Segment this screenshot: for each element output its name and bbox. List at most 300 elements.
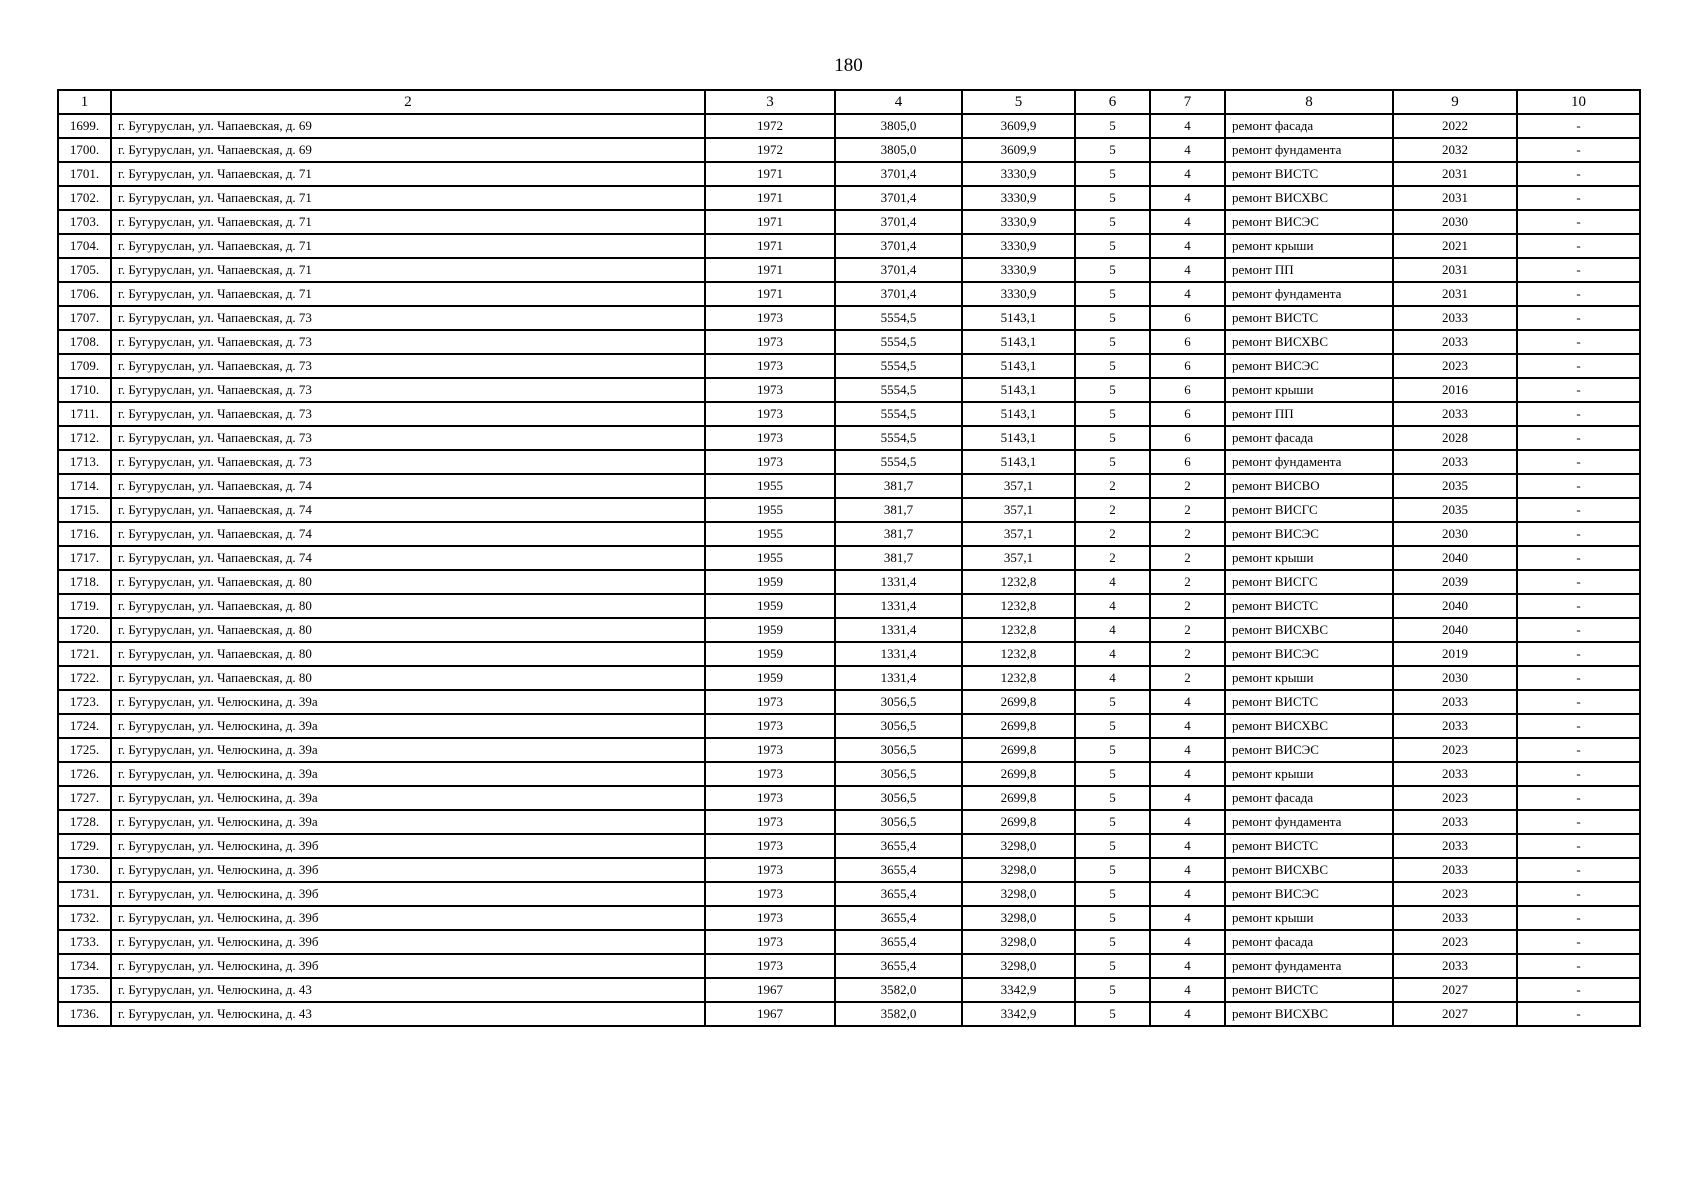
table-row (58, 642, 1640, 666)
cell-total-area: 1331,4 (835, 594, 962, 618)
cell-floors: 5 (1075, 930, 1150, 954)
cell-address: г. Бугуруслан, ул. Чапаевская, д. 73 (111, 330, 705, 354)
cell-living-area: 2699,8 (962, 762, 1075, 786)
cell-planned-year: 2040 (1393, 546, 1517, 570)
cell-entrances: 4 (1150, 978, 1225, 1002)
cell-work-type: ремонт ВИСХВС (1225, 186, 1393, 210)
cell-planned-year: 2023 (1393, 930, 1517, 954)
cell-address: г. Бугуруслан, ул. Челюскина, д. 39а (111, 690, 705, 714)
cell-row-number: 1720. (58, 618, 111, 642)
cell-total-area: 5554,5 (835, 330, 962, 354)
cell-note: - (1517, 258, 1640, 282)
table-row (58, 930, 1640, 954)
cell-address: г. Бугуруслан, ул. Чапаевская, д. 73 (111, 378, 705, 402)
cell-year-built: 1973 (705, 762, 835, 786)
table-row (58, 330, 1640, 354)
cell-work-type: ремонт крыши (1225, 234, 1393, 258)
cell-year-built: 1955 (705, 546, 835, 570)
cell-work-type: ремонт ВИСХВС (1225, 330, 1393, 354)
cell-planned-year: 2022 (1393, 114, 1517, 138)
table-row (58, 570, 1640, 594)
cell-year-built: 1973 (705, 690, 835, 714)
cell-year-built: 1967 (705, 1002, 835, 1026)
cell-year-built: 1972 (705, 114, 835, 138)
cell-address: г. Бугуруслан, ул. Челюскина, д. 43 (111, 1002, 705, 1026)
cell-row-number: 1721. (58, 642, 111, 666)
cell-work-type: ремонт ВИСГС (1225, 498, 1393, 522)
header-row (58, 90, 1640, 114)
cell-total-area: 3701,4 (835, 258, 962, 282)
table-row (58, 378, 1640, 402)
cell-entrances: 4 (1150, 858, 1225, 882)
cell-work-type: ремонт ВИСТС (1225, 690, 1393, 714)
cell-planned-year: 2040 (1393, 618, 1517, 642)
cell-floors: 5 (1075, 330, 1150, 354)
cell-year-built: 1971 (705, 210, 835, 234)
cell-note: - (1517, 570, 1640, 594)
cell-note: - (1517, 834, 1640, 858)
cell-address: г. Бугуруслан, ул. Чапаевская, д. 71 (111, 258, 705, 282)
cell-living-area: 1232,8 (962, 642, 1075, 666)
cell-address: г. Бугуруслан, ул. Челюскина, д. 39б (111, 954, 705, 978)
cell-entrances: 2 (1150, 666, 1225, 690)
cell-total-area: 5554,5 (835, 306, 962, 330)
cell-planned-year: 2027 (1393, 1002, 1517, 1026)
cell-living-area: 2699,8 (962, 738, 1075, 762)
cell-entrances: 4 (1150, 186, 1225, 210)
cell-total-area: 3805,0 (835, 138, 962, 162)
table-row (58, 546, 1640, 570)
cell-address: г. Бугуруслан, ул. Чапаевская, д. 71 (111, 186, 705, 210)
cell-row-number: 1732. (58, 906, 111, 930)
cell-address: г. Бугуруслан, ул. Чапаевская, д. 71 (111, 282, 705, 306)
cell-entrances: 4 (1150, 1002, 1225, 1026)
cell-year-built: 1959 (705, 666, 835, 690)
cell-total-area: 381,7 (835, 498, 962, 522)
cell-floors: 5 (1075, 882, 1150, 906)
cell-year-built: 1973 (705, 450, 835, 474)
table-row (58, 186, 1640, 210)
table-row (58, 618, 1640, 642)
cell-note: - (1517, 810, 1640, 834)
cell-total-area: 5554,5 (835, 378, 962, 402)
cell-row-number: 1700. (58, 138, 111, 162)
cell-entrances: 4 (1150, 234, 1225, 258)
cell-planned-year: 2031 (1393, 162, 1517, 186)
cell-planned-year: 2040 (1393, 594, 1517, 618)
cell-entrances: 2 (1150, 522, 1225, 546)
cell-floors: 5 (1075, 690, 1150, 714)
cell-total-area: 3056,5 (835, 714, 962, 738)
table-row (58, 354, 1640, 378)
cell-floors: 4 (1075, 618, 1150, 642)
cell-work-type: ремонт фундамента (1225, 954, 1393, 978)
cell-living-area: 2699,8 (962, 690, 1075, 714)
table-row (58, 522, 1640, 546)
cell-note: - (1517, 186, 1640, 210)
cell-work-type: ремонт фасада (1225, 930, 1393, 954)
cell-address: г. Бугуруслан, ул. Челюскина, д. 39б (111, 906, 705, 930)
cell-note: - (1517, 930, 1640, 954)
cell-floors: 5 (1075, 978, 1150, 1002)
cell-entrances: 2 (1150, 594, 1225, 618)
cell-entrances: 4 (1150, 906, 1225, 930)
cell-floors: 5 (1075, 282, 1150, 306)
cell-year-built: 1971 (705, 258, 835, 282)
cell-total-area: 3805,0 (835, 114, 962, 138)
cell-total-area: 5554,5 (835, 402, 962, 426)
cell-address: г. Бугуруслан, ул. Челюскина, д. 39б (111, 882, 705, 906)
cell-row-number: 1723. (58, 690, 111, 714)
cell-entrances: 2 (1150, 474, 1225, 498)
cell-work-type: ремонт ВИСЭС (1225, 738, 1393, 762)
cell-entrances: 6 (1150, 354, 1225, 378)
cell-note: - (1517, 522, 1640, 546)
cell-planned-year: 2031 (1393, 258, 1517, 282)
cell-work-type: ремонт крыши (1225, 378, 1393, 402)
table-body (58, 114, 1640, 1026)
cell-row-number: 1734. (58, 954, 111, 978)
cell-work-type: ремонт ВИСТС (1225, 162, 1393, 186)
cell-row-number: 1731. (58, 882, 111, 906)
cell-total-area: 5554,5 (835, 426, 962, 450)
cell-planned-year: 2033 (1393, 810, 1517, 834)
cell-total-area: 3701,4 (835, 162, 962, 186)
cell-floors: 5 (1075, 186, 1150, 210)
cell-entrances: 2 (1150, 546, 1225, 570)
cell-year-built: 1973 (705, 930, 835, 954)
cell-row-number: 1733. (58, 930, 111, 954)
cell-living-area: 357,1 (962, 522, 1075, 546)
cell-work-type: ремонт ПП (1225, 258, 1393, 282)
cell-total-area: 3582,0 (835, 978, 962, 1002)
cell-row-number: 1713. (58, 450, 111, 474)
column-header-1: 1 (58, 90, 111, 114)
cell-total-area: 5554,5 (835, 450, 962, 474)
cell-total-area: 3655,4 (835, 906, 962, 930)
cell-work-type: ремонт крыши (1225, 762, 1393, 786)
cell-row-number: 1699. (58, 114, 111, 138)
cell-row-number: 1701. (58, 162, 111, 186)
cell-work-type: ремонт фундамента (1225, 138, 1393, 162)
cell-year-built: 1973 (705, 378, 835, 402)
cell-floors: 4 (1075, 594, 1150, 618)
cell-entrances: 2 (1150, 498, 1225, 522)
cell-note: - (1517, 138, 1640, 162)
cell-year-built: 1959 (705, 594, 835, 618)
cell-entrances: 4 (1150, 714, 1225, 738)
cell-total-area: 3056,5 (835, 738, 962, 762)
cell-floors: 5 (1075, 210, 1150, 234)
cell-year-built: 1973 (705, 426, 835, 450)
column-header-2: 2 (111, 90, 705, 114)
cell-row-number: 1711. (58, 402, 111, 426)
cell-total-area: 5554,5 (835, 354, 962, 378)
cell-note: - (1517, 690, 1640, 714)
cell-floors: 5 (1075, 234, 1150, 258)
cell-planned-year: 2033 (1393, 402, 1517, 426)
cell-living-area: 1232,8 (962, 666, 1075, 690)
cell-entrances: 4 (1150, 930, 1225, 954)
cell-planned-year: 2031 (1393, 282, 1517, 306)
cell-entrances: 2 (1150, 618, 1225, 642)
cell-living-area: 1232,8 (962, 618, 1075, 642)
cell-planned-year: 2030 (1393, 666, 1517, 690)
table-row (58, 402, 1640, 426)
repair-schedule-table (57, 89, 1641, 1027)
cell-living-area: 1232,8 (962, 570, 1075, 594)
cell-note: - (1517, 546, 1640, 570)
cell-living-area: 3342,9 (962, 1002, 1075, 1026)
table-row (58, 1002, 1640, 1026)
cell-planned-year: 2033 (1393, 450, 1517, 474)
cell-total-area: 3701,4 (835, 282, 962, 306)
cell-row-number: 1707. (58, 306, 111, 330)
cell-living-area: 357,1 (962, 498, 1075, 522)
cell-address: г. Бугуруслан, ул. Чапаевская, д. 71 (111, 162, 705, 186)
cell-row-number: 1735. (58, 978, 111, 1002)
cell-work-type: ремонт ВИСЭС (1225, 882, 1393, 906)
cell-living-area: 3330,9 (962, 186, 1075, 210)
column-header-6: 6 (1075, 90, 1150, 114)
cell-floors: 5 (1075, 354, 1150, 378)
cell-note: - (1517, 858, 1640, 882)
cell-row-number: 1722. (58, 666, 111, 690)
table-row (58, 138, 1640, 162)
cell-address: г. Бугуруслан, ул. Чапаевская, д. 74 (111, 474, 705, 498)
cell-entrances: 6 (1150, 450, 1225, 474)
cell-floors: 5 (1075, 786, 1150, 810)
table-row (58, 810, 1640, 834)
table-row (58, 738, 1640, 762)
cell-entrances: 4 (1150, 258, 1225, 282)
cell-total-area: 381,7 (835, 474, 962, 498)
cell-floors: 4 (1075, 642, 1150, 666)
cell-floors: 5 (1075, 306, 1150, 330)
table-row (58, 858, 1640, 882)
cell-living-area: 357,1 (962, 546, 1075, 570)
cell-note: - (1517, 666, 1640, 690)
cell-work-type: ремонт ВИСХВС (1225, 1002, 1393, 1026)
cell-entrances: 4 (1150, 882, 1225, 906)
cell-address: г. Бугуруслан, ул. Чапаевская, д. 69 (111, 114, 705, 138)
cell-living-area: 3298,0 (962, 930, 1075, 954)
cell-entrances: 4 (1150, 210, 1225, 234)
table-row (58, 162, 1640, 186)
cell-note: - (1517, 330, 1640, 354)
cell-living-area: 3330,9 (962, 282, 1075, 306)
cell-year-built: 1972 (705, 138, 835, 162)
cell-living-area: 3330,9 (962, 234, 1075, 258)
cell-planned-year: 2033 (1393, 954, 1517, 978)
cell-living-area: 5143,1 (962, 450, 1075, 474)
cell-year-built: 1973 (705, 714, 835, 738)
cell-living-area: 3298,0 (962, 882, 1075, 906)
cell-living-area: 357,1 (962, 474, 1075, 498)
cell-entrances: 4 (1150, 138, 1225, 162)
cell-entrances: 4 (1150, 786, 1225, 810)
table-row (58, 714, 1640, 738)
cell-row-number: 1714. (58, 474, 111, 498)
cell-year-built: 1955 (705, 498, 835, 522)
cell-year-built: 1959 (705, 642, 835, 666)
cell-floors: 5 (1075, 954, 1150, 978)
cell-work-type: ремонт крыши (1225, 666, 1393, 690)
table-row (58, 258, 1640, 282)
cell-row-number: 1708. (58, 330, 111, 354)
cell-row-number: 1706. (58, 282, 111, 306)
cell-floors: 5 (1075, 834, 1150, 858)
cell-work-type: ремонт фасада (1225, 786, 1393, 810)
cell-work-type: ремонт ВИСГС (1225, 570, 1393, 594)
cell-planned-year: 2019 (1393, 642, 1517, 666)
cell-total-area: 3701,4 (835, 234, 962, 258)
cell-note: - (1517, 738, 1640, 762)
cell-work-type: ремонт фундамента (1225, 810, 1393, 834)
column-header-4: 4 (835, 90, 962, 114)
cell-total-area: 3655,4 (835, 858, 962, 882)
cell-address: г. Бугуруслан, ул. Челюскина, д. 39а (111, 762, 705, 786)
cell-total-area: 3655,4 (835, 834, 962, 858)
table-row (58, 906, 1640, 930)
cell-living-area: 3342,9 (962, 978, 1075, 1002)
cell-note: - (1517, 402, 1640, 426)
cell-entrances: 4 (1150, 738, 1225, 762)
cell-year-built: 1959 (705, 618, 835, 642)
cell-living-area: 2699,8 (962, 714, 1075, 738)
cell-entrances: 6 (1150, 378, 1225, 402)
cell-floors: 4 (1075, 570, 1150, 594)
cell-total-area: 3582,0 (835, 1002, 962, 1026)
cell-note: - (1517, 954, 1640, 978)
cell-address: г. Бугуруслан, ул. Чапаевская, д. 73 (111, 450, 705, 474)
cell-address: г. Бугуруслан, ул. Чапаевская, д. 80 (111, 642, 705, 666)
cell-floors: 5 (1075, 426, 1150, 450)
cell-address: г. Бугуруслан, ул. Чапаевская, д. 73 (111, 306, 705, 330)
cell-work-type: ремонт крыши (1225, 906, 1393, 930)
cell-living-area: 3298,0 (962, 858, 1075, 882)
table-row (58, 306, 1640, 330)
table-row (58, 954, 1640, 978)
cell-year-built: 1971 (705, 282, 835, 306)
cell-year-built: 1973 (705, 402, 835, 426)
cell-planned-year: 2035 (1393, 498, 1517, 522)
cell-year-built: 1955 (705, 474, 835, 498)
cell-entrances: 4 (1150, 162, 1225, 186)
cell-year-built: 1973 (705, 738, 835, 762)
cell-floors: 4 (1075, 666, 1150, 690)
cell-planned-year: 2021 (1393, 234, 1517, 258)
cell-year-built: 1973 (705, 810, 835, 834)
cell-work-type: ремонт ВИСТС (1225, 834, 1393, 858)
cell-planned-year: 2016 (1393, 378, 1517, 402)
cell-entrances: 4 (1150, 762, 1225, 786)
cell-living-area: 5143,1 (962, 330, 1075, 354)
cell-address: г. Бугуруслан, ул. Чапаевская, д. 74 (111, 522, 705, 546)
cell-row-number: 1727. (58, 786, 111, 810)
column-header-7: 7 (1150, 90, 1225, 114)
cell-floors: 5 (1075, 1002, 1150, 1026)
cell-living-area: 3609,9 (962, 138, 1075, 162)
cell-year-built: 1971 (705, 162, 835, 186)
cell-address: г. Бугуруслан, ул. Челюскина, д. 39б (111, 930, 705, 954)
cell-floors: 5 (1075, 738, 1150, 762)
cell-living-area: 3298,0 (962, 834, 1075, 858)
table-row (58, 978, 1640, 1002)
cell-note: - (1517, 234, 1640, 258)
cell-row-number: 1710. (58, 378, 111, 402)
cell-planned-year: 2030 (1393, 522, 1517, 546)
cell-note: - (1517, 162, 1640, 186)
cell-address: г. Бугуруслан, ул. Чапаевская, д. 80 (111, 594, 705, 618)
cell-address: г. Бугуруслан, ул. Челюскина, д. 39а (111, 714, 705, 738)
table-row (58, 282, 1640, 306)
cell-address: г. Бугуруслан, ул. Чапаевская, д. 73 (111, 354, 705, 378)
cell-address: г. Бугуруслан, ул. Челюскина, д. 39б (111, 858, 705, 882)
cell-year-built: 1973 (705, 834, 835, 858)
table-row (58, 594, 1640, 618)
cell-year-built: 1967 (705, 978, 835, 1002)
cell-row-number: 1712. (58, 426, 111, 450)
cell-planned-year: 2035 (1393, 474, 1517, 498)
cell-row-number: 1725. (58, 738, 111, 762)
cell-planned-year: 2033 (1393, 714, 1517, 738)
cell-planned-year: 2033 (1393, 690, 1517, 714)
cell-entrances: 6 (1150, 306, 1225, 330)
cell-note: - (1517, 306, 1640, 330)
cell-floors: 5 (1075, 810, 1150, 834)
cell-address: г. Бугуруслан, ул. Чапаевская, д. 74 (111, 498, 705, 522)
cell-planned-year: 2039 (1393, 570, 1517, 594)
cell-address: г. Бугуруслан, ул. Чапаевская, д. 71 (111, 234, 705, 258)
table-row (58, 834, 1640, 858)
cell-planned-year: 2028 (1393, 426, 1517, 450)
cell-total-area: 3056,5 (835, 786, 962, 810)
cell-floors: 5 (1075, 378, 1150, 402)
cell-living-area: 5143,1 (962, 378, 1075, 402)
cell-row-number: 1715. (58, 498, 111, 522)
cell-address: г. Бугуруслан, ул. Чапаевская, д. 80 (111, 618, 705, 642)
cell-row-number: 1726. (58, 762, 111, 786)
column-header-10: 10 (1517, 90, 1640, 114)
cell-planned-year: 2030 (1393, 210, 1517, 234)
column-header-8: 8 (1225, 90, 1393, 114)
cell-year-built: 1973 (705, 882, 835, 906)
cell-work-type: ремонт фасада (1225, 426, 1393, 450)
cell-note: - (1517, 378, 1640, 402)
cell-total-area: 381,7 (835, 522, 962, 546)
cell-note: - (1517, 498, 1640, 522)
cell-floors: 5 (1075, 162, 1150, 186)
cell-total-area: 3701,4 (835, 186, 962, 210)
cell-planned-year: 2033 (1393, 858, 1517, 882)
cell-note: - (1517, 762, 1640, 786)
cell-work-type: ремонт ВИСТС (1225, 306, 1393, 330)
cell-year-built: 1973 (705, 330, 835, 354)
table-row (58, 450, 1640, 474)
cell-year-built: 1959 (705, 570, 835, 594)
cell-row-number: 1728. (58, 810, 111, 834)
cell-work-type: ремонт ВИСВО (1225, 474, 1393, 498)
cell-year-built: 1973 (705, 306, 835, 330)
cell-year-built: 1955 (705, 522, 835, 546)
cell-total-area: 1331,4 (835, 642, 962, 666)
cell-living-area: 1232,8 (962, 594, 1075, 618)
cell-entrances: 6 (1150, 426, 1225, 450)
cell-total-area: 3056,5 (835, 810, 962, 834)
cell-note: - (1517, 882, 1640, 906)
cell-planned-year: 2023 (1393, 786, 1517, 810)
